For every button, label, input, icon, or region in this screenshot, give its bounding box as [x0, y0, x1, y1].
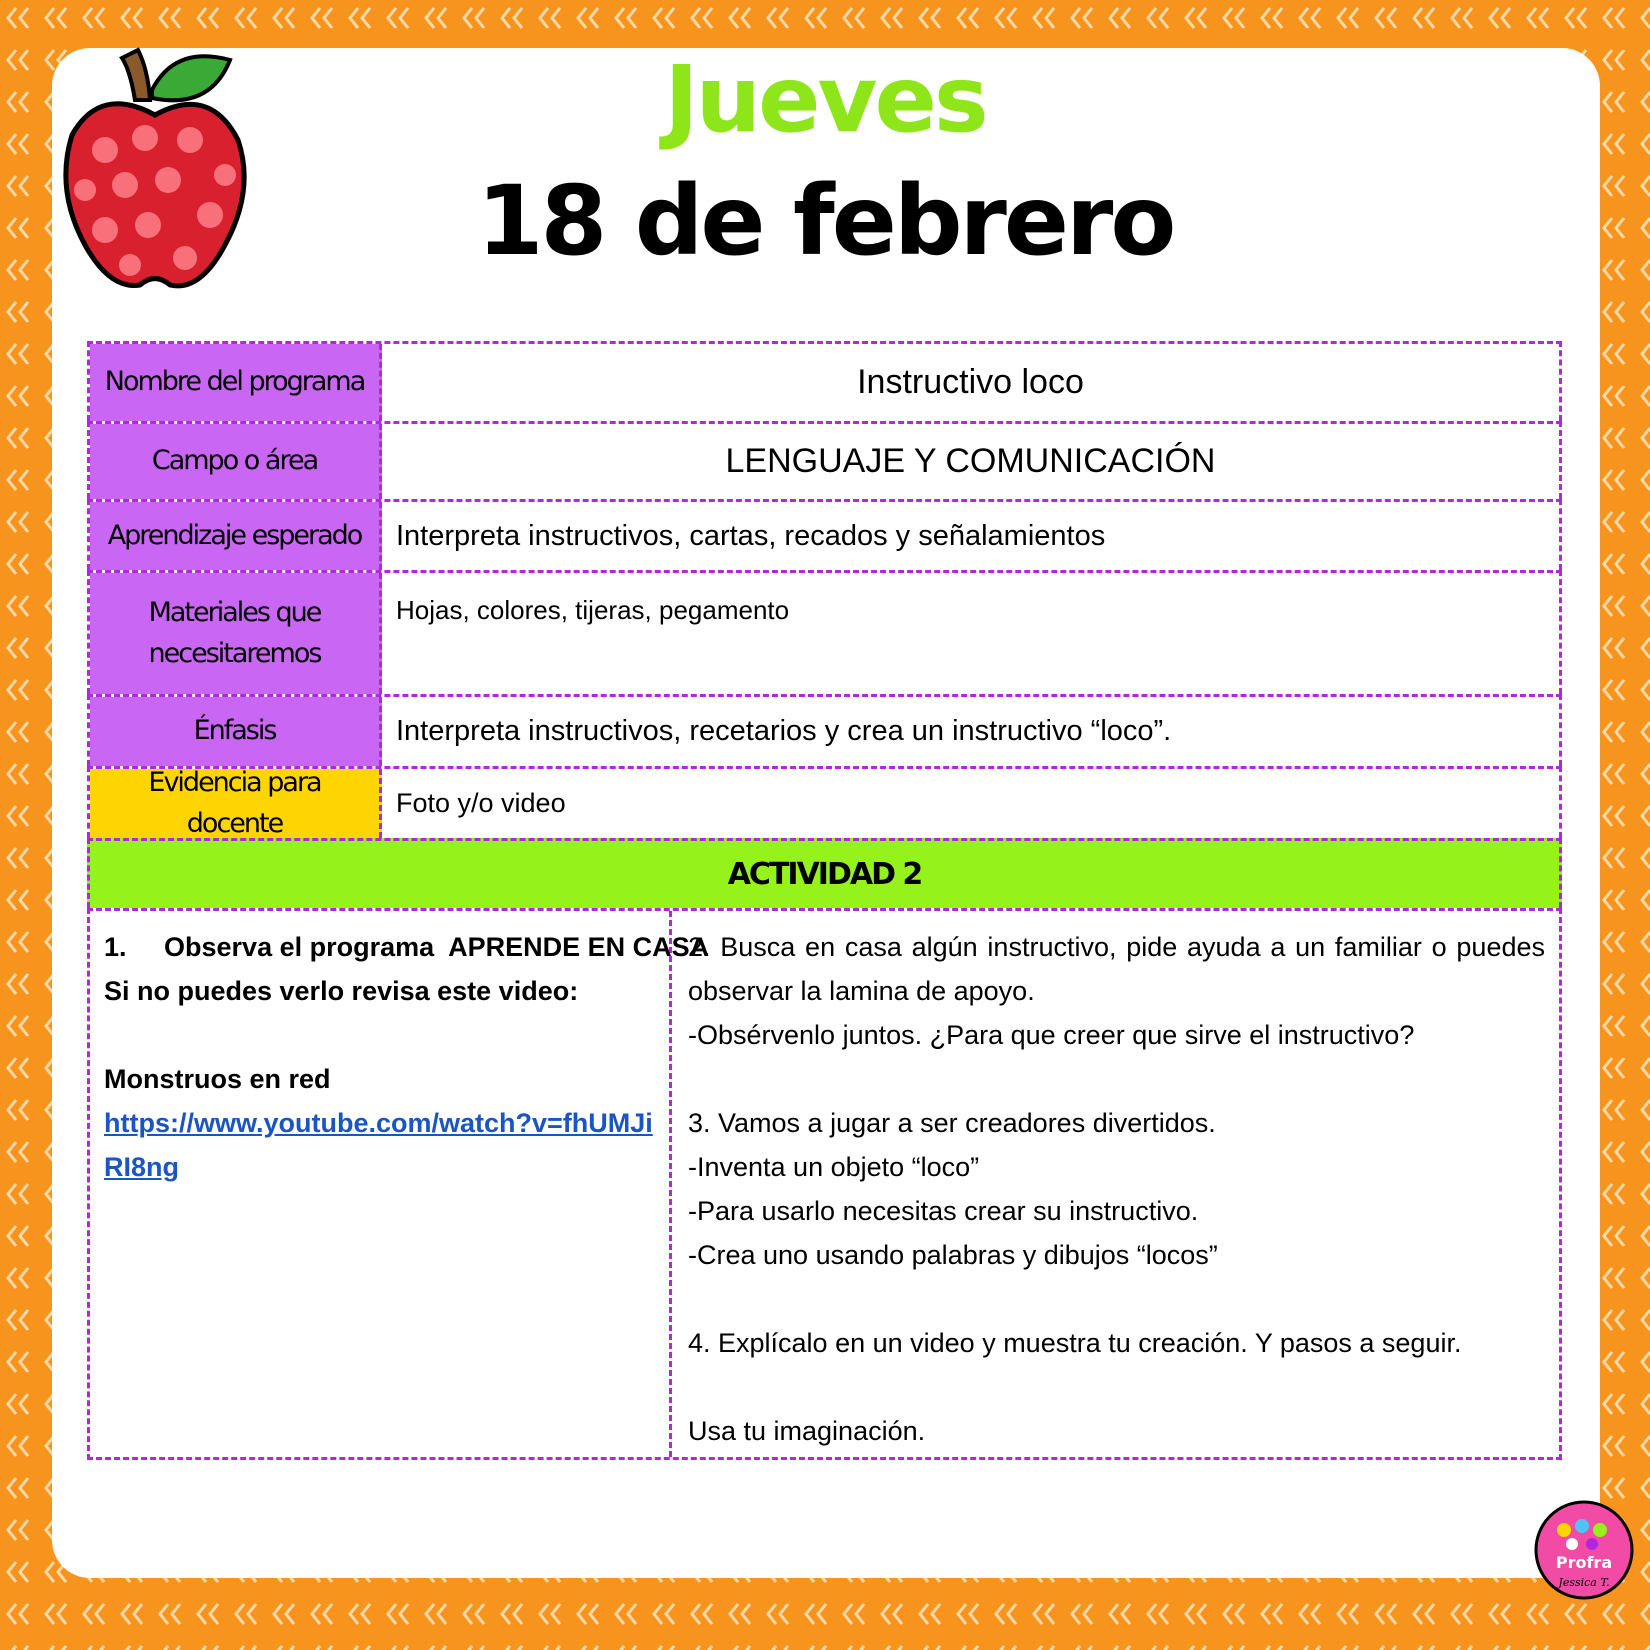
value-field-area: LENGUAJE Y COMUNICACIÓN	[725, 442, 1216, 480]
lesson-table	[87, 341, 1562, 1460]
step-3-b: -Para usarlo necesitas crear su instructivo.	[688, 1196, 1199, 1226]
value-materials: Hojas, colores, tijeras, pegamento	[396, 595, 790, 625]
video-title: Monstruos en red	[104, 1064, 331, 1094]
value-expected-learning: Interpreta instructivos, cartas, recados y señalamientos	[396, 519, 1106, 552]
label-materials: Materiales que necesitaremos	[90, 573, 382, 694]
row-program-name	[87, 341, 1562, 421]
step-1: 1. Observa el programa APRENDE EN CASA	[104, 932, 710, 962]
closing-text: Usa tu imaginación.	[688, 1416, 926, 1446]
label-field-area: Campo o área	[90, 424, 382, 499]
label-program-name: Nombre del programa	[90, 344, 382, 421]
row-field-area	[87, 421, 1562, 499]
step-2-note: -Obsérvenlo juntos. ¿Para que creer que sirve el instructivo?	[688, 1020, 1415, 1050]
label-expected-learning: Aprendizaje esperado	[90, 502, 382, 570]
date-title: 18 de febrero	[476, 165, 1174, 277]
value-evidence: Foto y/o video	[396, 788, 566, 818]
label-emphasis: Énfasis	[90, 697, 382, 766]
activity-content	[87, 908, 1562, 1460]
step-3-a: -Inventa un objeto “loco”	[688, 1152, 980, 1182]
step-1-note: Si no puedes verlo revisa este video:	[104, 976, 579, 1006]
step-3: 3. Vamos a jugar a ser creadores divertidos.	[688, 1108, 1216, 1138]
row-evidence	[87, 766, 1562, 838]
activity-right-column	[672, 911, 1559, 1457]
value-program-name: Instructivo loco	[857, 363, 1084, 401]
activity-title: ACTIVIDAD 2	[87, 838, 1562, 908]
activity-left-column	[90, 911, 710, 1457]
step-2: 2. Busca en casa algún instructivo, pide ayuda a un familiar o puedes observar la lamina de apoyo.	[688, 932, 1545, 1006]
row-expected-learning	[87, 499, 1562, 570]
badge-line-1: Profra	[1555, 1553, 1613, 1572]
value-emphasis: Interpreta instructivos, recetarios y crea un instructivo “loco”.	[396, 715, 1172, 747]
day-title: Jueves	[664, 46, 986, 153]
video-link[interactable]: https://www.youtube.com/watch?v=fhUMJiRI8ng	[104, 1108, 653, 1182]
step-3-c: -Crea uno usando palabras y dibujos “locos”	[688, 1240, 1218, 1270]
row-materials	[87, 570, 1562, 694]
author-badge-logo	[1532, 1498, 1637, 1603]
badge-line-2: Jessica T.	[1558, 1576, 1610, 1589]
row-emphasis	[87, 694, 1562, 766]
label-evidence: Evidencia para docente	[90, 769, 382, 838]
step-4: 4. Explícalo en un video y muestra tu creación. Y pasos a seguir.	[688, 1328, 1462, 1358]
